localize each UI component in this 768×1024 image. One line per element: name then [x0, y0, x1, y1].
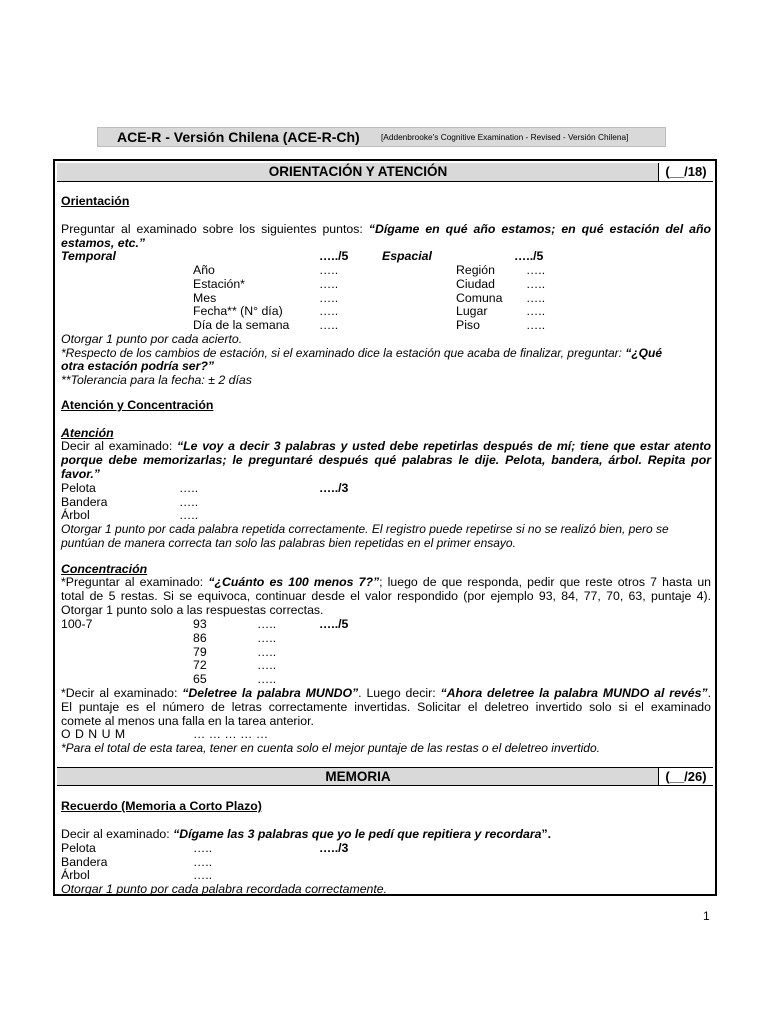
- memoria-instruction: Decir al examinado: “Dígame las 3 palabras que yo le pedí que repitiera y recordara”.: [61, 827, 552, 841]
- word-item: Bandera: [61, 855, 108, 869]
- deletreo-line1: *Decir al examinado: “Deletree la palabra MUNDO”. Luego decir: “Ahora deletree la palabra MUNDO al revés”.: [61, 686, 711, 700]
- espacial-item: Ciudad: [456, 277, 495, 291]
- odnum-blanks: … … … … …: [193, 727, 269, 741]
- page-number: 1: [703, 909, 710, 923]
- concentracion-line1: *Preguntar al examinado: “¿Cuánto es 100 menos 7?”; luego de que responda, pedir que reste otros 7 hasta un: [61, 575, 712, 589]
- score-atencion: …../3: [319, 481, 349, 495]
- orientacion-note-2-cont: otra estación podría ser?”: [61, 359, 215, 373]
- atencion-instruction-line3: favor.”: [61, 467, 100, 481]
- word-item: Árbol: [61, 508, 90, 522]
- deletreo-line2: El puntaje es el número de letras correctamente invertidas. Solicitar el deletreo invertido solo si el examinado: [61, 700, 711, 714]
- answer-blank: …..: [179, 481, 199, 495]
- deletreo-note: *Para el total de esta tarea, tener en cuenta solo el mejor puntaje de las restas o el deletreo invertido.: [61, 741, 600, 755]
- atencion-note-line1: Otorgar 1 punto por cada palabra repetida correctamente. El registro puede repetirse si no se realizó bien, pero se: [61, 522, 669, 536]
- espacial-item: Piso: [456, 318, 480, 332]
- subtraction-label: 100-7: [61, 617, 93, 631]
- answer-blank: …..: [193, 868, 213, 882]
- answer-blank: …..: [526, 304, 546, 318]
- espacial-item: Región: [456, 263, 495, 277]
- subtraction-value: 79: [193, 645, 207, 659]
- subheading-concentracion: Concentración: [61, 562, 148, 576]
- memoria-note: Otorgar 1 punto por cada palabra recordada correctamente.: [61, 882, 388, 896]
- answer-blank: …..: [257, 631, 277, 645]
- answer-blank: …..: [257, 617, 277, 631]
- score-espacial: …../5: [514, 249, 544, 263]
- answer-blank: …..: [526, 291, 546, 305]
- deletreo-line3: comete al menos una falla en la tarea anterior.: [61, 714, 314, 728]
- section-title: MEMORIA: [325, 769, 391, 784]
- odnum-letters: O D N U M: [61, 727, 126, 741]
- score-memoria: …../3: [319, 841, 349, 855]
- subtraction-value: 72: [193, 658, 207, 672]
- document-subtitle: [Addenbrooke's Cognitive Examination - Revised - Versión Chilena]: [381, 132, 629, 142]
- heading-atencion-concentracion: Atención y Concentración: [61, 398, 214, 412]
- temporal-item: Mes: [193, 291, 217, 305]
- answer-blank: …..: [179, 508, 199, 522]
- score-concentracion: …../5: [319, 617, 349, 631]
- section-score: (__/26): [658, 768, 713, 785]
- answer-blank: …..: [179, 495, 199, 509]
- answer-blank: …..: [526, 277, 546, 291]
- orientacion-note-3: **Tolerancia para la fecha: ± 2 días: [61, 373, 252, 387]
- word-item: Bandera: [61, 495, 108, 509]
- temporal-item: Estación*: [193, 277, 245, 291]
- orientacion-note-1: Otorgar 1 punto por cada acierto.: [61, 332, 243, 346]
- atencion-instruction-line1: Decir al examinado: “Le voy a decir 3 palabras y usted debe repetirlas después de mí; tiene que estar atento: [61, 439, 711, 453]
- temporal-item: Fecha** (N° día): [193, 304, 283, 318]
- answer-blank: …..: [319, 277, 339, 291]
- section-score: (__/18): [658, 163, 713, 181]
- answer-blank: …..: [193, 841, 213, 855]
- atencion-note-line2: puntúan de manera correcta tan solo las palabras bien repetidas en el primer ensayo.: [61, 536, 516, 550]
- document-title: ACE-R - Versión Chilena (ACE-R-Ch): [117, 129, 360, 145]
- answer-blank: …..: [257, 672, 277, 686]
- answer-blank: …..: [319, 263, 339, 277]
- answer-blank: …..: [193, 855, 213, 869]
- answer-blank: …..: [526, 318, 546, 332]
- concentracion-line3: Otorgar 1 punto solo a las respuestas correctas.: [61, 603, 324, 617]
- form-frame: [53, 159, 717, 896]
- concentracion-line2: total de 5 restas. Si se equivoca, continuar desde el valor respondido (por ejemplo 93, 84, 77, 70, 63, puntaje 4).: [61, 589, 711, 603]
- subtraction-value: 93: [193, 617, 207, 631]
- orientacion-intro-line2: estamos, etc.”: [61, 236, 146, 250]
- section-title: ORIENTACIÓN Y ATENCIÓN: [268, 164, 448, 179]
- document-title-bar: [97, 127, 666, 147]
- section-header-orientacion: [57, 163, 713, 182]
- score-temporal: …../5: [319, 249, 349, 263]
- answer-blank: …..: [257, 645, 277, 659]
- subtraction-value: 65: [193, 672, 207, 686]
- answer-blank: …..: [319, 291, 339, 305]
- subtraction-value: 86: [193, 631, 207, 645]
- atencion-instruction-line2: porque debe memorizarlas; le preguntaré después qué palabras le dije. Pelota, bandera, árbol. Repita por: [61, 453, 711, 467]
- word-item: Árbol: [61, 868, 90, 882]
- subheading-atencion: Atención: [61, 426, 114, 440]
- answer-blank: …..: [319, 304, 339, 318]
- answer-blank: …..: [319, 318, 339, 332]
- espacial-item: Lugar: [456, 304, 488, 318]
- temporal-item: Día de la semana: [193, 318, 290, 332]
- word-item: Pelota: [61, 841, 96, 855]
- answer-blank: …..: [257, 658, 277, 672]
- espacial-item: Comuna: [456, 291, 503, 305]
- label-temporal: Temporal: [61, 249, 116, 263]
- orientacion-note-2: *Respecto de los cambios de estación, si el examinado dice la estación que acaba de finalizar, preguntar: “¿Qué: [61, 346, 663, 360]
- word-item: Pelota: [61, 481, 96, 495]
- temporal-item: Año: [193, 263, 215, 277]
- heading-orientacion: Orientación: [61, 194, 130, 208]
- heading-recuerdo: Recuerdo (Memoria a Corto Plazo): [61, 799, 262, 813]
- answer-blank: …..: [526, 263, 546, 277]
- label-espacial: Espacial: [382, 249, 432, 263]
- section-header-memoria: [57, 767, 713, 786]
- orientacion-intro-line1: Preguntar al examinado sobre los siguientes puntos: “Dígame en qué año estamos; en qué estación del año: [61, 222, 711, 236]
